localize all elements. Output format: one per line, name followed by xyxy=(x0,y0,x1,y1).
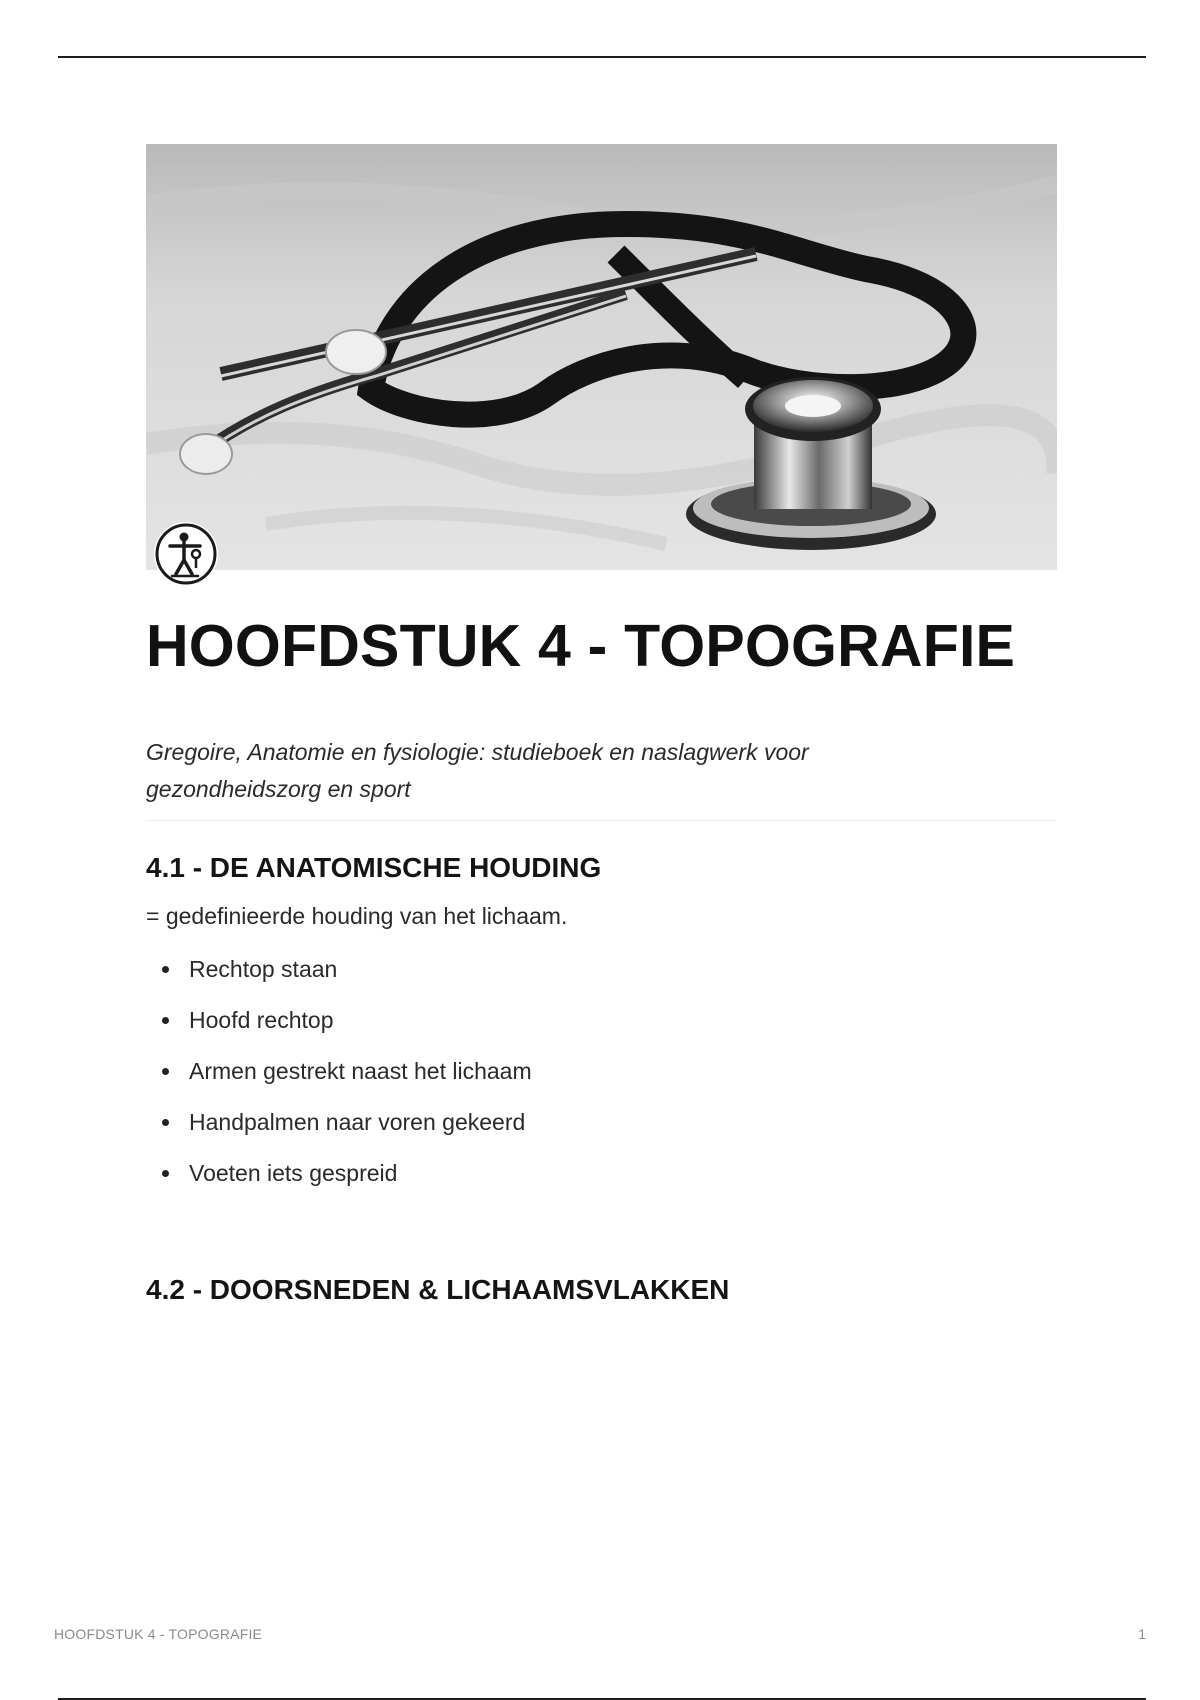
bullet-list xyxy=(146,950,532,1205)
section-heading-4-1: 4.1 - DE ANATOMISCHE HOUDING xyxy=(146,852,602,883)
list-item-text: Handpalmen naar voren gekeerd xyxy=(189,1109,526,1135)
list-item-text: Voeten iets gespreid xyxy=(189,1160,398,1186)
list-item xyxy=(146,1001,532,1052)
bullet-icon xyxy=(162,1170,169,1177)
list-item xyxy=(146,1103,532,1154)
section-heading-4-2: 4.2 - DOORSNEDEN & LICHAAMSVLAKKEN xyxy=(146,1274,730,1305)
cover-image xyxy=(146,144,1057,570)
footer-title: HOOFDSTUK 4 - TOPOGRAFIE xyxy=(54,1626,263,1642)
bullet-icon xyxy=(162,1068,169,1075)
bullet-icon xyxy=(162,1017,169,1024)
stethoscope-photo xyxy=(146,144,1057,570)
list-item xyxy=(146,950,532,1001)
list-item-text: Hoofd rechtop xyxy=(189,1007,334,1033)
page-title: HOOFDSTUK 4 - TOPOGRAFIE xyxy=(146,613,1016,679)
footer-page-number: 1 xyxy=(1138,1626,1146,1642)
list-item xyxy=(146,1154,532,1205)
list-item xyxy=(146,1052,532,1103)
top-rule xyxy=(58,56,1146,58)
bullet-icon xyxy=(162,1119,169,1126)
source-citation: Gregoire, Anatomie en fysiologie: studieboek en naslagwerk voor gezondheidszorg en sport xyxy=(146,739,809,802)
definition-text: = gedefinieerde houding van het lichaam. xyxy=(146,903,568,929)
list-item-text: Rechtop staan xyxy=(189,956,338,982)
divider xyxy=(146,820,1057,821)
bullet-icon xyxy=(162,966,169,973)
anatomy-figure-icon xyxy=(154,522,218,586)
list-item-text: Armen gestrekt naast het lichaam xyxy=(189,1058,532,1084)
